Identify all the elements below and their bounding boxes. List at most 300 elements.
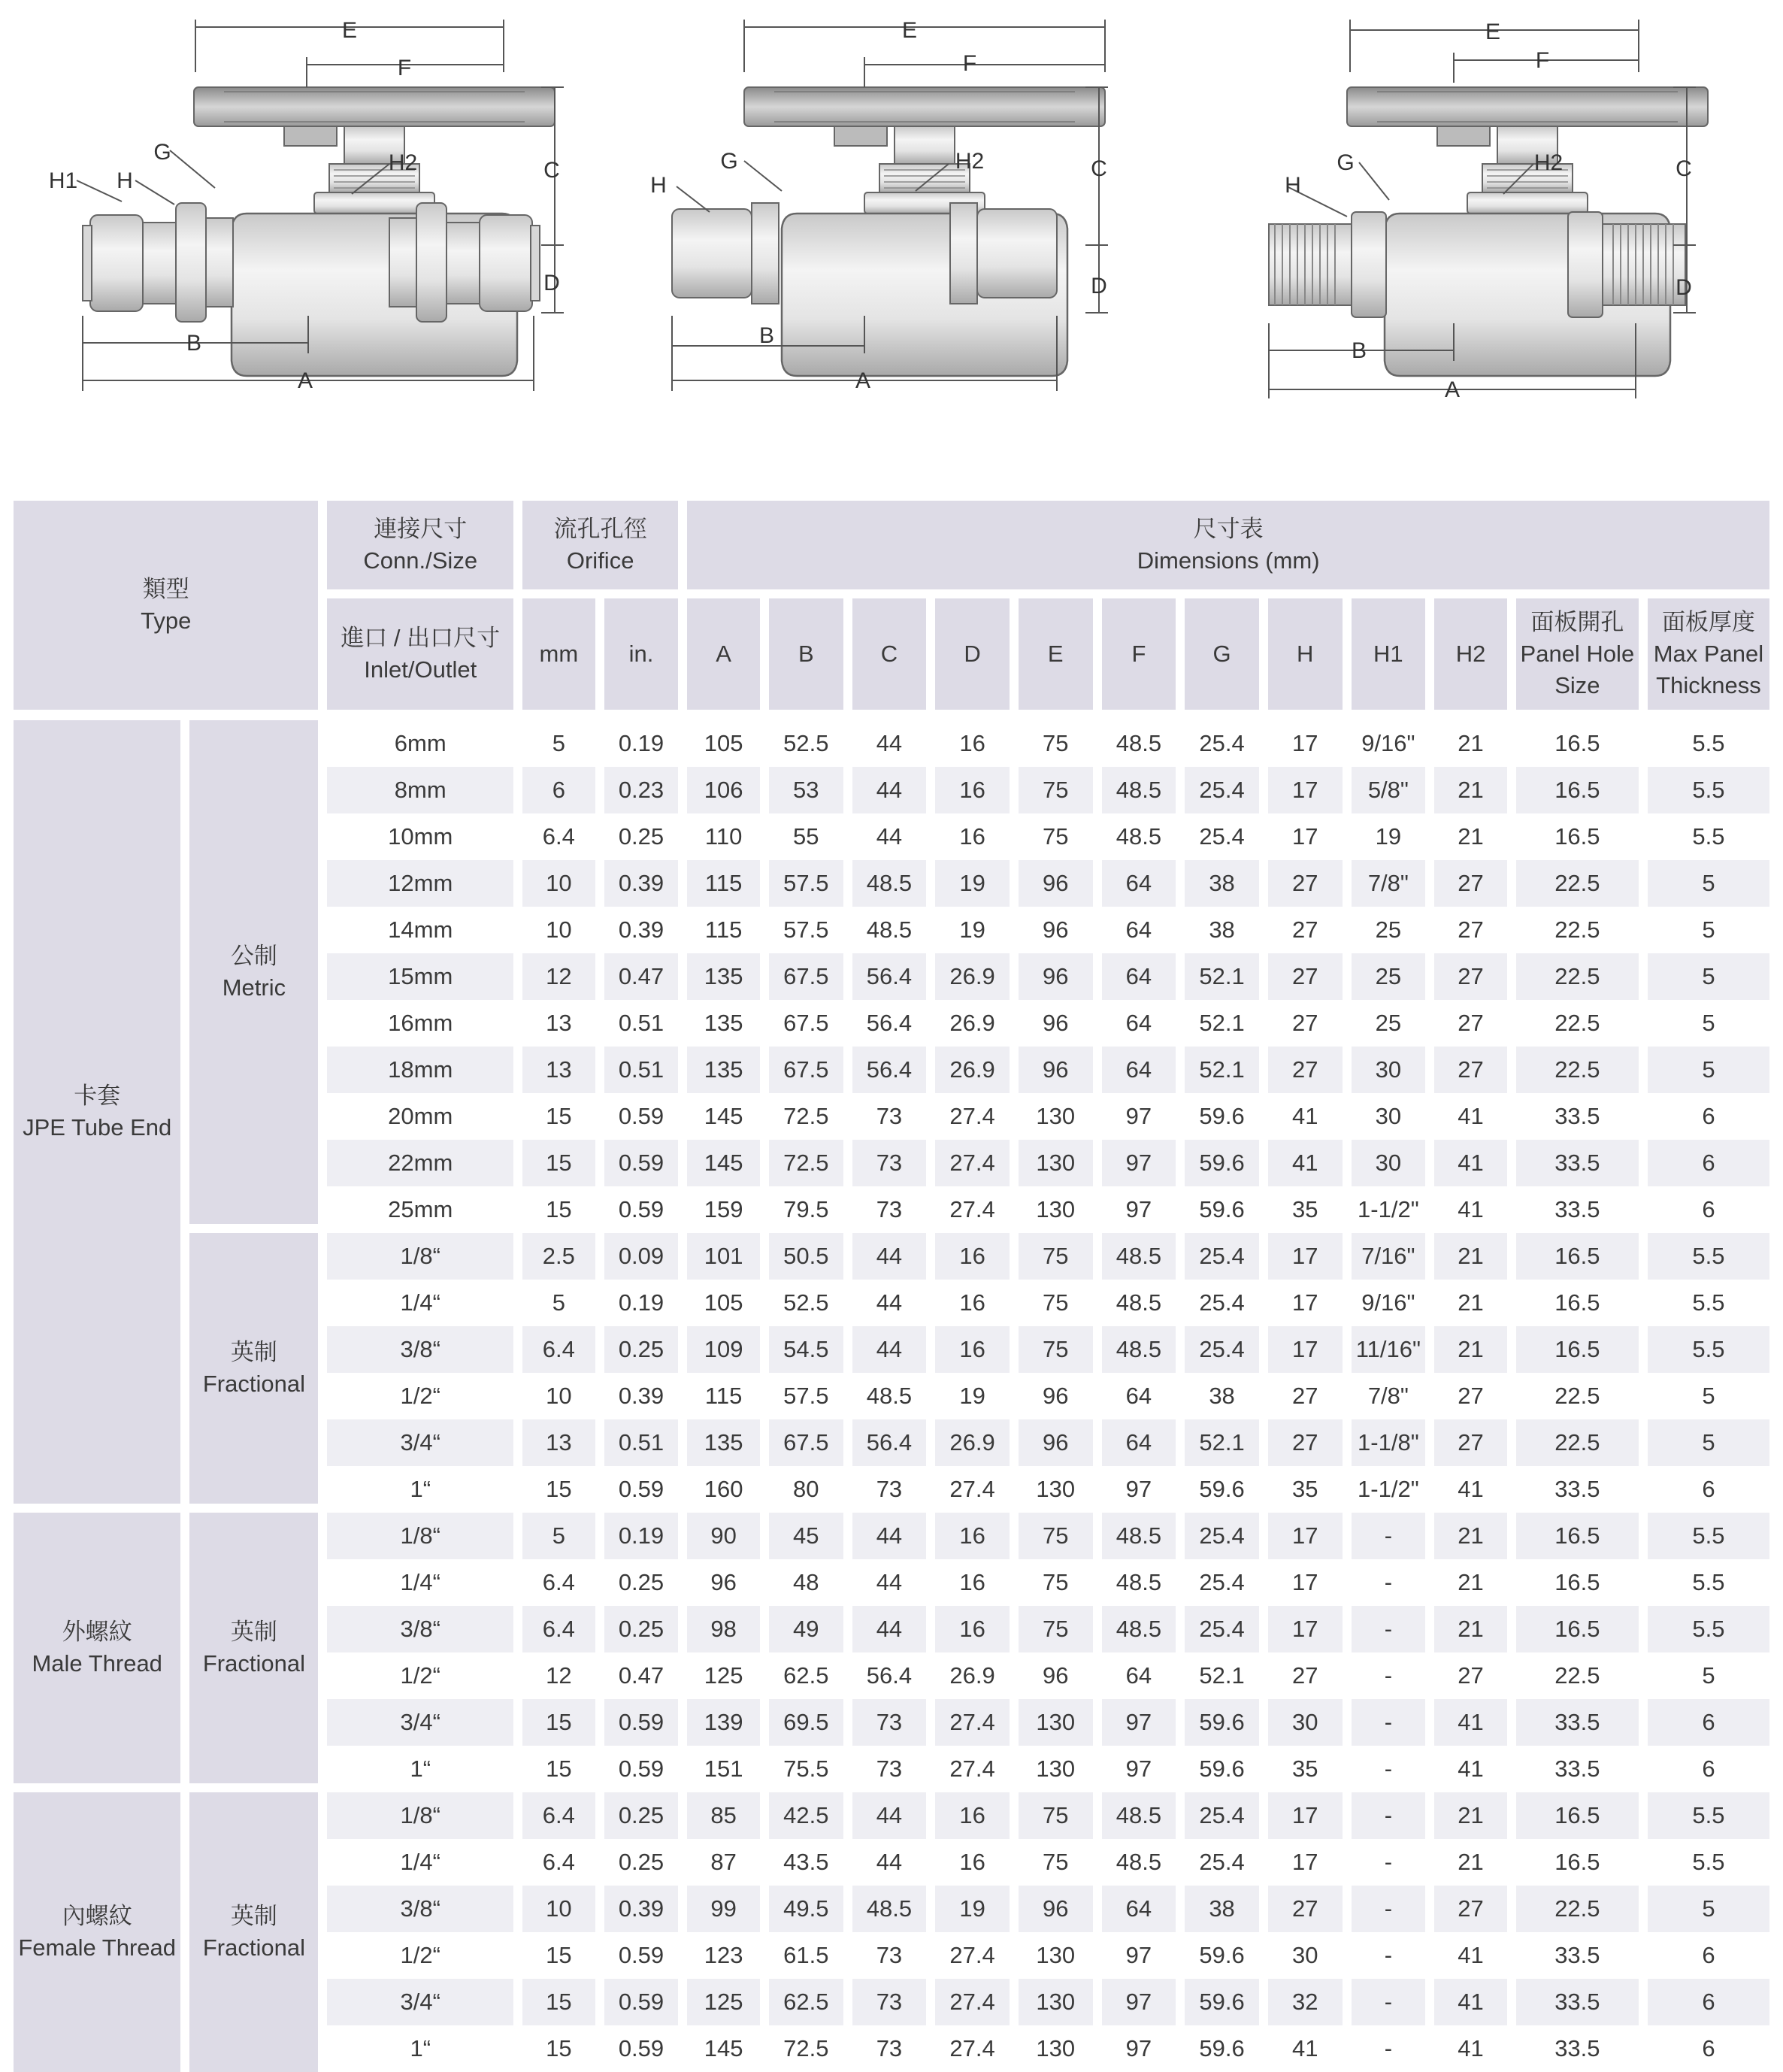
cell-panel-hole: 22.5 [1516, 1419, 1648, 1466]
label-A: A [297, 368, 313, 393]
cell-e: 75 [1019, 1280, 1102, 1326]
cell-panel-thickness: 5.5 [1648, 1839, 1769, 1886]
cell-e: 130 [1019, 1093, 1102, 1140]
cell-h2: 27 [1434, 1047, 1516, 1093]
cell-a: 135 [687, 953, 769, 1000]
cell-f: 64 [1102, 953, 1185, 1000]
cell-f: 64 [1102, 907, 1185, 953]
cell-panel-thickness: 5.5 [1648, 1513, 1769, 1559]
cell-c: 44 [852, 1792, 936, 1839]
cell-a: 105 [687, 1280, 769, 1326]
cell-h2: 27 [1434, 1886, 1516, 1932]
cell-panel-thickness: 5.5 [1648, 1559, 1769, 1606]
cell-d: 19 [935, 860, 1019, 907]
cell-h1: 19 [1352, 813, 1435, 860]
cell-d: 19 [935, 1373, 1019, 1419]
header-col-b: B [769, 598, 852, 720]
cell-d: 16 [935, 1792, 1019, 1839]
cell-conn: 1/8“ [327, 1792, 522, 1839]
cell-f: 48.5 [1102, 1606, 1185, 1652]
cell-e: 75 [1019, 813, 1102, 860]
table-row [14, 1233, 1769, 1280]
cell-conn: 8mm [327, 767, 522, 813]
cell-f: 97 [1102, 1979, 1185, 2025]
cell-a: 160 [687, 1466, 769, 1513]
cell-g: 38 [1185, 1373, 1268, 1419]
cell-f: 48.5 [1102, 813, 1185, 860]
cell-in: 0.23 [604, 767, 688, 813]
cell-conn: 16mm [327, 1000, 522, 1047]
cell-d: 16 [935, 720, 1019, 767]
cell-f: 64 [1102, 1047, 1185, 1093]
cell-panel-hole: 22.5 [1516, 860, 1648, 907]
cell-panel-thickness: 5.5 [1648, 767, 1769, 813]
cell-d: 16 [935, 1513, 1019, 1559]
cell-d: 16 [935, 1606, 1019, 1652]
cell-panel-thickness: 6 [1648, 2025, 1769, 2072]
cell-b: 54.5 [769, 1326, 852, 1373]
cell-g: 59.6 [1185, 1979, 1268, 2025]
cell-c: 73 [852, 1979, 936, 2025]
cell-h1: - [1352, 1979, 1435, 2025]
cell-e: 96 [1019, 953, 1102, 1000]
cell-h2: 41 [1434, 1466, 1516, 1513]
cell-h2: 27 [1434, 1373, 1516, 1419]
cell-f: 97 [1102, 1140, 1185, 1186]
cell-h2: 27 [1434, 1652, 1516, 1699]
cell-e: 96 [1019, 1886, 1102, 1932]
cell-panel-thickness: 6 [1648, 1186, 1769, 1233]
drawing-tube-end [49, 18, 564, 393]
cell-d: 26.9 [935, 953, 1019, 1000]
cell-h1: 7/16" [1352, 1233, 1435, 1280]
cell-c: 73 [852, 1140, 936, 1186]
cell-panel-hole: 16.5 [1516, 1280, 1648, 1326]
label-D: D [1676, 275, 1692, 300]
cell-g: 59.6 [1185, 1093, 1268, 1140]
cell-d: 16 [935, 1280, 1019, 1326]
cell-a: 109 [687, 1326, 769, 1373]
cell-h: 35 [1268, 1466, 1352, 1513]
cell-f: 48.5 [1102, 1280, 1185, 1326]
cell-conn: 1“ [327, 1466, 522, 1513]
header-inlet-outlet: 進口 / 出口尺寸 Inlet/Outlet [327, 598, 522, 720]
cell-d: 19 [935, 907, 1019, 953]
cell-mm: 15 [522, 1093, 604, 1140]
cell-h1: 30 [1352, 1140, 1435, 1186]
cell-f: 48.5 [1102, 767, 1185, 813]
label-C: C [543, 158, 560, 183]
header-col-h2: H2 [1434, 598, 1516, 720]
cell-mm: 5 [522, 1280, 604, 1326]
cell-mm: 15 [522, 1140, 604, 1186]
cell-conn: 15mm [327, 953, 522, 1000]
cell-c: 73 [852, 1699, 936, 1746]
cell-a: 87 [687, 1839, 769, 1886]
label-E: E [901, 18, 918, 43]
cell-e: 130 [1019, 1746, 1102, 1792]
label-B: B [758, 323, 775, 348]
cell-c: 44 [852, 720, 936, 767]
cell-panel-hole: 16.5 [1516, 813, 1648, 860]
cell-a: 159 [687, 1186, 769, 1233]
cell-conn: 22mm [327, 1140, 522, 1186]
cell-panel-thickness: 5.5 [1648, 1233, 1769, 1280]
cell-g: 25.4 [1185, 1280, 1268, 1326]
cell-h2: 27 [1434, 1419, 1516, 1466]
cell-b: 75.5 [769, 1746, 852, 1792]
cell-h1: - [1352, 1886, 1435, 1932]
cell-a: 96 [687, 1559, 769, 1606]
cell-panel-hole: 16.5 [1516, 1326, 1648, 1373]
cell-conn: 1/4“ [327, 1839, 522, 1886]
label-G: G [1336, 150, 1355, 175]
cell-panel-hole: 16.5 [1516, 1792, 1648, 1839]
cell-g: 59.6 [1185, 1466, 1268, 1513]
cell-in: 0.51 [604, 1047, 688, 1093]
cell-b: 49.5 [769, 1886, 852, 1932]
cell-h: 27 [1268, 907, 1352, 953]
cell-h: 17 [1268, 720, 1352, 767]
cell-panel-thickness: 5.5 [1648, 1280, 1769, 1326]
cell-h2: 41 [1434, 1186, 1516, 1233]
label-A: A [855, 368, 871, 393]
cell-b: 80 [769, 1466, 852, 1513]
cell-d: 16 [935, 767, 1019, 813]
cell-in: 0.19 [604, 1280, 688, 1326]
header-col-h1: H1 [1352, 598, 1435, 720]
cell-a: 123 [687, 1932, 769, 1979]
cell-d: 27.4 [935, 1140, 1019, 1186]
cell-h1: - [1352, 1792, 1435, 1839]
cell-e: 96 [1019, 1652, 1102, 1699]
cell-panel-hole: 33.5 [1516, 1140, 1648, 1186]
cell-panel-hole: 22.5 [1516, 1047, 1648, 1093]
cell-d: 27.4 [935, 1932, 1019, 1979]
cell-mm: 15 [522, 1932, 604, 1979]
cell-in: 0.59 [604, 1699, 688, 1746]
cell-panel-thickness: 6 [1648, 1979, 1769, 2025]
cell-mm: 13 [522, 1419, 604, 1466]
cell-in: 0.59 [604, 2025, 688, 2072]
cell-h2: 27 [1434, 860, 1516, 907]
cell-c: 56.4 [852, 1652, 936, 1699]
cell-f: 97 [1102, 1093, 1185, 1140]
cell-mm: 6.4 [522, 813, 604, 860]
cell-h1: 1-1/2" [1352, 1186, 1435, 1233]
cell-a: 145 [687, 1093, 769, 1140]
cell-f: 64 [1102, 860, 1185, 907]
cell-panel-hole: 16.5 [1516, 1513, 1648, 1559]
cell-h: 17 [1268, 1839, 1352, 1886]
cell-panel-thickness: 5.5 [1648, 720, 1769, 767]
cell-mm: 13 [522, 1000, 604, 1047]
cell-e: 96 [1019, 907, 1102, 953]
cell-c: 44 [852, 1559, 936, 1606]
cell-e: 75 [1019, 1233, 1102, 1280]
cell-g: 59.6 [1185, 1746, 1268, 1792]
cell-mm: 12 [522, 953, 604, 1000]
cell-f: 64 [1102, 1652, 1185, 1699]
cell-h: 41 [1268, 2025, 1352, 2072]
cell-c: 73 [852, 1466, 936, 1513]
cell-f: 97 [1102, 1932, 1185, 1979]
cell-e: 96 [1019, 1419, 1102, 1466]
table-row [14, 1792, 1769, 1839]
label-H2: H2 [1533, 150, 1564, 175]
cell-h: 17 [1268, 1513, 1352, 1559]
label-G: G [720, 149, 738, 174]
cell-mm: 6.4 [522, 1559, 604, 1606]
cell-b: 62.5 [769, 1652, 852, 1699]
cell-conn: 20mm [327, 1093, 522, 1140]
cell-in: 0.19 [604, 720, 688, 767]
cell-g: 52.1 [1185, 1419, 1268, 1466]
cell-g: 59.6 [1185, 1186, 1268, 1233]
cell-in: 0.39 [604, 860, 688, 907]
label-B: B [186, 331, 202, 356]
cell-f: 48.5 [1102, 1792, 1185, 1839]
cell-h2: 27 [1434, 907, 1516, 953]
cell-panel-thickness: 5 [1648, 860, 1769, 907]
dimension-table [14, 501, 1769, 2072]
label-A: A [1444, 377, 1461, 402]
cell-g: 25.4 [1185, 1233, 1268, 1280]
cell-e: 75 [1019, 1513, 1102, 1559]
cell-h: 17 [1268, 1280, 1352, 1326]
cell-a: 99 [687, 1886, 769, 1932]
cell-in: 0.25 [604, 1326, 688, 1373]
cell-h1: - [1352, 1932, 1435, 1979]
cell-c: 73 [852, 1932, 936, 1979]
cell-d: 16 [935, 1233, 1019, 1280]
cell-panel-hole: 33.5 [1516, 1932, 1648, 1979]
label-H: H [1285, 173, 1301, 198]
label-F: F [397, 56, 412, 80]
cell-panel-hole: 33.5 [1516, 2025, 1648, 2072]
cell-d: 19 [935, 1886, 1019, 1932]
cell-g: 59.6 [1185, 1140, 1268, 1186]
cell-in: 0.25 [604, 1839, 688, 1886]
cell-in: 0.39 [604, 1373, 688, 1419]
cell-conn: 3/4“ [327, 1979, 522, 2025]
cell-a: 145 [687, 1140, 769, 1186]
cell-e: 96 [1019, 860, 1102, 907]
cell-h1: - [1352, 1746, 1435, 1792]
cell-h1: - [1352, 1606, 1435, 1652]
label-H: H [650, 173, 667, 198]
cell-d: 16 [935, 1839, 1019, 1886]
cell-in: 0.09 [604, 1233, 688, 1280]
cell-h1: 9/16" [1352, 720, 1435, 767]
cell-f: 48.5 [1102, 1233, 1185, 1280]
cell-panel-thickness: 6 [1648, 1466, 1769, 1513]
cell-d: 16 [935, 1559, 1019, 1606]
cell-in: 0.19 [604, 1513, 688, 1559]
subgroup-fractional: 英制 Fractional [189, 1513, 327, 1792]
cell-d: 27.4 [935, 1746, 1019, 1792]
header-col-d: D [935, 598, 1019, 720]
cell-a: 125 [687, 1979, 769, 2025]
cell-h2: 21 [1434, 1606, 1516, 1652]
cell-h: 17 [1268, 1559, 1352, 1606]
cell-h1: 11/16" [1352, 1326, 1435, 1373]
cell-mm: 12 [522, 1652, 604, 1699]
cell-f: 97 [1102, 1186, 1185, 1233]
cell-conn: 3/8“ [327, 1886, 522, 1932]
cell-conn: 1“ [327, 2025, 522, 2072]
cell-h2: 41 [1434, 1093, 1516, 1140]
cell-mm: 15 [522, 1699, 604, 1746]
cell-h2: 27 [1434, 1000, 1516, 1047]
cell-a: 85 [687, 1792, 769, 1839]
cell-in: 0.47 [604, 1652, 688, 1699]
cell-conn: 1/4“ [327, 1559, 522, 1606]
cell-g: 25.4 [1185, 1792, 1268, 1839]
cell-h: 27 [1268, 860, 1352, 907]
cell-g: 52.1 [1185, 953, 1268, 1000]
cell-h: 27 [1268, 953, 1352, 1000]
cell-g: 38 [1185, 860, 1268, 907]
cell-conn: 3/8“ [327, 1326, 522, 1373]
cell-mm: 15 [522, 1746, 604, 1792]
cell-panel-hole: 16.5 [1516, 767, 1648, 813]
label-C: C [1091, 156, 1107, 181]
label-H: H [117, 168, 133, 193]
cell-c: 56.4 [852, 1419, 936, 1466]
cell-d: 27.4 [935, 1186, 1019, 1233]
cell-c: 56.4 [852, 1047, 936, 1093]
cell-b: 67.5 [769, 1047, 852, 1093]
cell-a: 110 [687, 813, 769, 860]
cell-f: 48.5 [1102, 720, 1185, 767]
cell-mm: 6.4 [522, 1839, 604, 1886]
cell-f: 64 [1102, 1886, 1185, 1932]
header-col-g: G [1185, 598, 1268, 720]
valve-dimension-drawings [0, 0, 1783, 481]
cell-f: 48.5 [1102, 1559, 1185, 1606]
cell-h1: - [1352, 1699, 1435, 1746]
cell-h: 35 [1268, 1746, 1352, 1792]
cell-f: 97 [1102, 1746, 1185, 1792]
cell-c: 48.5 [852, 907, 936, 953]
cell-f: 64 [1102, 1373, 1185, 1419]
cell-in: 0.59 [604, 1186, 688, 1233]
cell-in: 0.39 [604, 1886, 688, 1932]
cell-f: 97 [1102, 1466, 1185, 1513]
cell-mm: 10 [522, 860, 604, 907]
cell-h1: - [1352, 1652, 1435, 1699]
cell-mm: 13 [522, 1047, 604, 1093]
cell-h: 41 [1268, 1093, 1352, 1140]
cell-f: 64 [1102, 1000, 1185, 1047]
cell-b: 52.5 [769, 1280, 852, 1326]
header-conn: 連接尺寸 Conn./Size [327, 501, 522, 598]
label-D: D [1091, 274, 1107, 298]
cell-panel-thickness: 5 [1648, 1047, 1769, 1093]
cell-g: 52.1 [1185, 1652, 1268, 1699]
label-G: G [153, 140, 171, 165]
cell-conn: 3/8“ [327, 1606, 522, 1652]
cell-panel-thickness: 5 [1648, 907, 1769, 953]
cell-panel-thickness: 5.5 [1648, 1326, 1769, 1373]
cell-a: 98 [687, 1606, 769, 1652]
cell-mm: 10 [522, 907, 604, 953]
cell-panel-thickness: 5 [1648, 1886, 1769, 1932]
cell-conn: 1/2“ [327, 1652, 522, 1699]
cell-h: 27 [1268, 1886, 1352, 1932]
cell-h2: 21 [1434, 1233, 1516, 1280]
cell-h: 41 [1268, 1140, 1352, 1186]
cell-h: 17 [1268, 1326, 1352, 1373]
cell-h1: - [1352, 1559, 1435, 1606]
cell-panel-thickness: 6 [1648, 1932, 1769, 1979]
cell-panel-hole: 33.5 [1516, 1979, 1648, 2025]
cell-b: 72.5 [769, 2025, 852, 2072]
cell-e: 130 [1019, 1186, 1102, 1233]
cell-e: 130 [1019, 1140, 1102, 1186]
cell-g: 25.4 [1185, 1839, 1268, 1886]
label-E: E [1485, 20, 1501, 44]
cell-e: 96 [1019, 1373, 1102, 1419]
cell-h2: 21 [1434, 1792, 1516, 1839]
cell-a: 90 [687, 1513, 769, 1559]
header-col-c: C [852, 598, 936, 720]
cell-a: 145 [687, 2025, 769, 2072]
cell-b: 53 [769, 767, 852, 813]
cell-h1: - [1352, 1513, 1435, 1559]
cell-g: 25.4 [1185, 813, 1268, 860]
cell-conn: 1/2“ [327, 1373, 522, 1419]
cell-e: 130 [1019, 2025, 1102, 2072]
cell-conn: 1“ [327, 1746, 522, 1792]
cell-panel-hole: 16.5 [1516, 1606, 1648, 1652]
cell-conn: 18mm [327, 1047, 522, 1093]
cell-h: 17 [1268, 1792, 1352, 1839]
cell-c: 44 [852, 1233, 936, 1280]
cell-panel-hole: 16.5 [1516, 720, 1648, 767]
cell-b: 72.5 [769, 1140, 852, 1186]
cell-h: 17 [1268, 1606, 1352, 1652]
header-panel-thickness: 面板厚度 Max Panel Thickness [1648, 598, 1769, 720]
cell-in: 0.51 [604, 1000, 688, 1047]
cell-in: 0.25 [604, 813, 688, 860]
cell-a: 115 [687, 907, 769, 953]
cell-f: 48.5 [1102, 1839, 1185, 1886]
cell-b: 67.5 [769, 1419, 852, 1466]
group-tube: 卡套 JPE Tube End [14, 720, 189, 1513]
cell-e: 96 [1019, 1000, 1102, 1047]
cell-c: 44 [852, 1606, 936, 1652]
cell-panel-hole: 22.5 [1516, 1886, 1648, 1932]
header-mm: mm [522, 598, 604, 720]
cell-in: 0.47 [604, 953, 688, 1000]
cell-f: 97 [1102, 1699, 1185, 1746]
cell-c: 73 [852, 1746, 936, 1792]
cell-h1: 30 [1352, 1093, 1435, 1140]
cell-h2: 41 [1434, 1932, 1516, 1979]
cell-h2: 21 [1434, 1839, 1516, 1886]
cell-h: 27 [1268, 1652, 1352, 1699]
cell-b: 57.5 [769, 1373, 852, 1419]
cell-h2: 41 [1434, 1746, 1516, 1792]
cell-mm: 6.4 [522, 1326, 604, 1373]
cell-h1: 5/8" [1352, 767, 1435, 813]
cell-panel-thickness: 5 [1648, 1000, 1769, 1047]
cell-a: 135 [687, 1000, 769, 1047]
cell-b: 52.5 [769, 720, 852, 767]
cell-d: 16 [935, 1326, 1019, 1373]
